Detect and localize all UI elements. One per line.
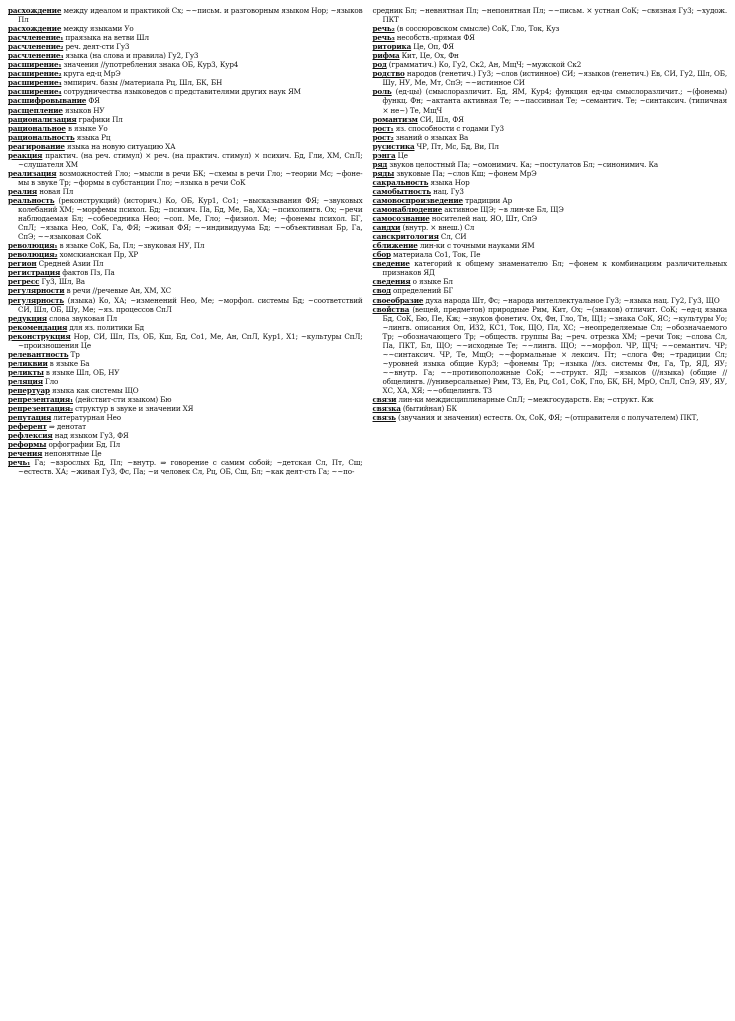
entry-headword: русистика: [372, 141, 415, 151]
entry-headword: связь: [372, 413, 396, 423]
entry-text: (действит-сти языком) Бю: [73, 395, 172, 405]
entry-headword: революция₁: [8, 241, 58, 251]
entry-text: Сл, СИ: [438, 232, 467, 242]
entry-headword: рефлексия: [8, 431, 53, 441]
entry-headword: риторика: [372, 42, 412, 52]
dictionary-entry: [8, 96, 363, 105]
entry-headword: рационализация: [8, 114, 77, 124]
entry-text: в языке Уо: [65, 123, 108, 133]
entry-text: языка Рц: [74, 132, 111, 142]
entry-headword: самосознание: [372, 214, 430, 224]
dictionary-entry: [8, 51, 363, 60]
entry-headword: расширение₂: [8, 69, 62, 79]
entry-text: Средней Азии Пл: [36, 259, 104, 269]
entry-headword: сандхи: [372, 223, 401, 233]
dictionary-entry: [8, 250, 363, 259]
dictionary-entry: [373, 151, 728, 160]
entry-text: (вещей, предметов) природные Рим, Кит, Ох; ~(знаков) отличит. СоК; ~ед-ц языка Бд, СоК, Бю, Пе, Кж; ~звуков фонетич. Ох, Фн, Гло, Тн, Щ1; ~знака СоК, ЯС; ~культуры Уо; ~лингв. описания Оп, И32, КС1, Ток, ЩО, Пл, ХС; ~неопределяемые Сл; ~обозначаемого Тр; ~обозначающего Тр; ~обществ. группы Ва; ~реч. отрезка ХМ; ~речи Ток; ~слова Сл, Па, ПКТ, Бл, ЩО; ~~исходные Те; ~~лингв. ЩО; ~~морфол. ЧР, ЩЧ; ~~семантич. ЧР; ~~синтаксич. ЧР, Те, МщО; ~~формальные × лексич. Пт; ~слога Фн; ~традиции Сл; ~уровней языка общие Кур3; ~фонемы Тр; ~языка //яз. системы Фн, Га, Тр, ЯД, ЯУ; ~~внутр. Га; ~~противоположные СоК; ~~структ. ЯД; ~языков (//языка) (общие //общелингв. //универсальные) Рим, Т3, Ев, Рц, Со1, СоК, Гло, БК, БН, МрО, СпЛ, СпЭ, ЯУ, ЯУ, ХС, ХА, ХЯ; ~~общелингв. Т3: [382, 304, 727, 395]
entry-text: Нор, СИ, Шл, Пз, ОБ, Кш, Бд, Со1, Ме, Ан, СпЛ, Кур1, Х1; ~культуры СпЛ; ~произношения Це: [18, 331, 363, 350]
entry-headword: свод: [372, 286, 391, 296]
entry-text: ЧР, Пт, Мс, Бд, Ви, Пл: [414, 141, 499, 151]
entry-text: Га; ~взрослых Бд, Пл; ~внутр. ⇒ говорение с самим собой; ~детская Сл, Пт, Сш; ~естеств. ХА; ~живая Гу3, Фс, Па; ~и человек Сл, Рц, ОБ, Сш, Бл; ~как деят-сть Га; ~~по-: [18, 458, 363, 477]
dictionary-entry: [373, 286, 728, 295]
entry-text: в языке Шл, ОБ, НУ: [43, 367, 120, 377]
dictionary-entry: [8, 268, 363, 277]
dictionary-entry: [8, 87, 363, 96]
entry-text: (языка) Ко, ХА; ~изменений Нео, Ме; ~морфол. системы Бд; ~соответствий СИ, Шл, ОБ, Шу, Ме; ~яз. процессов СпЛ: [18, 295, 363, 314]
entry-text: Це: [395, 150, 408, 160]
entry-headword: расшифровывание: [8, 96, 87, 106]
entry-text: значения //употребления знака ОБ, Кур3, Кур4: [61, 60, 239, 70]
entry-text: литературная Нео: [51, 413, 121, 423]
entry-headword: реконструкция: [8, 331, 71, 341]
dictionary-entry: [373, 115, 728, 124]
dictionary-entry: [373, 241, 728, 250]
dictionary-entry: [373, 42, 728, 51]
entry-text: хомскианская Пр, ХР: [57, 250, 139, 260]
entry-headword: свойства: [372, 304, 410, 314]
dictionary-entry: [8, 33, 363, 42]
entry-headword: реляция: [8, 376, 43, 386]
dictionary-entry: [373, 187, 728, 196]
entry-headword: своеобразие: [372, 295, 424, 305]
dictionary-entry: [8, 431, 363, 440]
dictionary-entry: [8, 359, 363, 368]
entry-text: (ед-цы) (смыслоразличит. Бд, ЯМ, Кур4; функция ед-цы смыслоразличит.; ~(фонемы) функц. Фн; ~актанта активная Те; ~~пассивная Те; ~семантич. Те; ~синтаксич. (типичная × не~) Те, МщЧ: [382, 87, 727, 115]
dictionary-entry: [8, 187, 363, 196]
dictionary-entry: [8, 6, 363, 24]
entry-headword: расширение₁: [8, 60, 62, 70]
dictionary-entry: [373, 205, 728, 214]
entry-headword: реликты: [8, 367, 44, 377]
entry-text: языков НУ: [62, 105, 105, 115]
dictionary-entry: [8, 449, 363, 458]
entry-headword: регулярность: [8, 295, 64, 305]
entry-headword: расщепление: [8, 105, 63, 115]
entry-text: языка как системы ЩО: [49, 385, 139, 395]
dictionary-entry: [373, 69, 728, 87]
dictionary-entry: [373, 169, 728, 178]
entry-text: Кит, Це, Ох, Фн: [399, 51, 459, 61]
entry-text: реч. деят-сти Гу3: [63, 42, 130, 52]
entry-text: между идеалом и практикой Сх; ~~письм. и разговорным языком Нор; ~языков Пл: [18, 6, 363, 25]
entry-text: над языком Гу3, ФЯ: [52, 431, 129, 441]
entry-text: в языке Ба: [47, 358, 90, 368]
entry-headword: рекомендация: [8, 322, 68, 332]
dictionary-entry: [373, 259, 728, 277]
entry-headword: репертуар: [8, 385, 50, 395]
entry-headword: расхождение: [8, 24, 62, 34]
entry-text: (реконструкций) (историч.) Ко, ОБ, Кур1, Со1; ~высказывания ФЯ; ~звуковых колебаний ХМ; ~морфемы психол. Бд; ~психич. Па, Бд, Ме, Ба, ХА; ~психолингв. Ох; ~речи наблюдаемая Бл; ~собеседника Нео; ~соп. Ме, Гло; ~физиол. Ме; ~фонемы психол. БГ, СпЛ; ~языка Нео, СоК, Га, ФЯ; ~живая ФЯ; ~~индивидуума Бд; ~~объективная Бр, Га, СпЭ; ~~языковая СоК: [18, 195, 363, 242]
entry-text: круга ед-ц МрЭ: [61, 69, 121, 79]
dictionary-entry: [373, 223, 728, 232]
entry-headword: рост₁: [372, 123, 394, 133]
entry-text: между языками Уо: [61, 24, 134, 34]
entry-text: Гло: [42, 376, 59, 386]
entry-text: в языке СоК, Ба, Пл; ~звуковая НУ, Пл: [57, 241, 205, 251]
dictionary-entry: [373, 250, 728, 259]
entry-headword: рифма: [372, 51, 400, 61]
entry-headword: рациональное: [8, 123, 66, 133]
entry-text: активное ЩЭ; ~в лин-ке Бл, ЩЭ: [442, 205, 564, 215]
entry-headword: революция₂: [8, 250, 58, 260]
entry-text: категорий к общему знаменателю Бл; ~фонем к комбинациям различительных признаков ЯД: [382, 259, 727, 278]
entry-headword: романтизм: [372, 114, 418, 124]
dictionary-entry: [373, 214, 728, 223]
dictionary-entry: [373, 178, 728, 187]
entry-headword: речения: [8, 449, 43, 459]
entry-headword: регион: [8, 259, 37, 269]
entry-text: несобств.-прямая ФЯ: [394, 33, 475, 43]
entry-headword: расчленение₃: [8, 51, 64, 61]
entry-text: возможностей Гло; ~мысли в речи БК; ~схемы в речи Гло; ~теории Мс; ~фонемы в звуке Тр; ~формы в субстанции Гло; ~языка в речи СоК: [18, 168, 363, 187]
entry-headword: расхождение: [8, 6, 62, 15]
entry-headword: ряд: [372, 159, 388, 169]
entry-headword: расчленение₂: [8, 42, 64, 52]
entry-text: праязыка на ветви Шл: [63, 33, 149, 43]
entry-text: (в соссюровском смысле) СоК, Гло, Ток, Куз: [394, 24, 560, 34]
entry-text: средник Бл; ~невнятная Пл; ~непонятная Пл; ~~письм. × устная СоК; ~связная Гу3; ~худож. ПКТ: [372, 6, 727, 25]
entry-text: (внутр. × внеш.) Сл: [400, 223, 475, 233]
entry-text: народов (генетич.) Гу3; ~слов (истинное) СИ; ~языков (генетич.) Ев, СИ, Гу2, Шл, ОБ, Шу, НУ, Ме, Мт, СпЭ; ~~истинное СИ: [382, 69, 727, 88]
entry-text: слова звуковая Пл: [46, 313, 118, 323]
entry-text: ФЯ: [86, 96, 100, 106]
dictionary-entry: [373, 404, 728, 413]
dictionary-entry: [8, 259, 363, 268]
dictionary-entry: [8, 404, 363, 413]
entry-text: языка Нор: [428, 177, 470, 187]
entry-text: языка на новую ситуацию ХА: [64, 141, 176, 151]
entry-headword: речь₁: [8, 458, 31, 468]
dictionary-entry: [8, 115, 363, 124]
entry-text: о языке Бл: [410, 277, 453, 287]
entry-text: определений БГ: [390, 286, 454, 296]
dictionary-entry: [373, 196, 728, 205]
entry-text: СИ, Шл, ФЯ: [417, 114, 464, 124]
dictionary-entry: [8, 386, 363, 395]
entry-headword: самонаблюдение: [372, 205, 443, 215]
entry-headword: самобытность: [372, 186, 431, 196]
dictionary-entry: [8, 323, 363, 332]
entry-headword: расчленение₁: [8, 33, 64, 43]
dictionary-entry: [8, 422, 363, 431]
entry-text: языка (на слова и правила) Гу2, Гу3: [63, 51, 199, 61]
entry-headword: речь₂: [372, 24, 395, 34]
dictionary-entry: [373, 60, 728, 69]
entry-text: лин-ки междисциплинарные СпЛ; ~межгосударств. Ев; ~структ. Кж: [396, 395, 654, 405]
dictionary-entry: [8, 241, 363, 250]
entry-headword: сближение: [372, 241, 418, 251]
dictionary-entry: [8, 106, 363, 115]
dictionary-entry: [373, 33, 728, 42]
dictionary-entry: [8, 350, 363, 359]
entry-headword: реагирование: [8, 141, 65, 151]
entry-headword: род: [372, 60, 387, 70]
dictionary-entry: [8, 133, 363, 142]
dictionary-entry: [8, 368, 363, 377]
left-column: [8, 6, 363, 1021]
entry-text: непонятные Це: [42, 449, 102, 459]
entry-text: новая Пл: [37, 186, 74, 196]
dictionary-entry: [8, 24, 363, 33]
entry-text: яз. способности с годами Гу3: [393, 123, 504, 133]
dictionary-entry: [373, 277, 728, 286]
entry-text: духа народа Шт, Фс; ~народа интеллектуальное Гу3; ~языка нац. Гу2, Гу3, ЩО: [423, 295, 720, 305]
dictionary-entry: [8, 196, 363, 241]
dictionary-entry: [373, 142, 728, 151]
entry-headword: редукция: [8, 313, 47, 323]
entry-headword: реализация: [8, 168, 57, 178]
entry-headword: родство: [372, 69, 405, 79]
entry-headword: референт: [8, 422, 47, 432]
dictionary-entry: [8, 440, 363, 449]
entry-text: фактов Пз, Па: [60, 268, 115, 278]
entry-headword: сведение: [372, 259, 410, 269]
entry-text: ⇒ денотат: [46, 422, 86, 432]
entry-headword: речь₃: [372, 33, 395, 43]
entry-text: графики Пл: [76, 114, 123, 124]
entry-text: орфографии Бд, Пл: [46, 440, 121, 450]
entry-headword: регистрация: [8, 268, 61, 278]
entry-headword: ряды: [372, 168, 395, 178]
dictionary-entry: [373, 395, 728, 404]
dictionary-entry: [8, 286, 363, 295]
dictionary-entry: [373, 133, 728, 142]
dictionary-entry: [8, 60, 363, 69]
dictionary-entry: [8, 124, 363, 133]
entry-headword: роль: [372, 87, 392, 97]
dictionary-entry: [8, 296, 363, 314]
entry-headword: расширение₃: [8, 78, 62, 88]
entry-headword: связка: [372, 404, 401, 414]
entry-text: (звучания и значения) естеств. Ох, СоК, ФЯ; ~(отправителя с получателем) ПКТ,: [395, 413, 699, 423]
entry-text: структур в звуке и значении ХЯ: [73, 404, 194, 414]
dictionary-entry: [373, 24, 728, 33]
entry-text: Тр: [68, 349, 80, 359]
entry-headword: рэнга: [372, 150, 396, 160]
entry-text: знаний о языках Ва: [393, 132, 469, 142]
entry-headword: связи: [372, 395, 397, 405]
dictionary-entry: [8, 142, 363, 151]
right-column: [373, 6, 728, 1021]
entry-headword: санскритология: [372, 232, 439, 242]
entry-headword: реликвии: [8, 358, 48, 368]
entry-text: сотрудничества языковедов с представителями других наук ЯМ: [61, 87, 301, 97]
dictionary-entry: [8, 169, 363, 187]
entry-text: лин-ки с точными науками ЯМ: [417, 241, 535, 251]
dictionary-entry: [373, 232, 728, 241]
entry-text: практич. (на реч. стимул) × реч. (на практич. стимул) × психич. Бд, Гли, ХМ, СпЛ; ~слушателя ХМ: [18, 150, 363, 169]
entry-headword: рациональность: [8, 132, 75, 142]
entry-headword: реакция: [8, 150, 43, 160]
dictionary-entry: [8, 314, 363, 323]
entry-headword: репрезентация₂: [8, 404, 73, 414]
dictionary-entry: [8, 42, 363, 51]
dictionary-entry: [373, 160, 728, 169]
entry-headword: релевантность: [8, 349, 69, 359]
dictionary-entry: [373, 87, 728, 114]
dictionary-entry: [8, 458, 363, 476]
entry-text: в речи //речевые Ан, ХМ, ХС: [64, 286, 172, 296]
entry-headword: репрезентация₁: [8, 395, 73, 405]
entry-headword: расширение₄: [8, 87, 62, 97]
dictionary-entry: [8, 395, 363, 404]
entry-text: традиции Ар: [462, 195, 513, 205]
entry-text: нац. Гу3: [431, 186, 464, 196]
dictionary-entry: [373, 6, 728, 24]
entry-text: звуковые Па; ~слов Кш; ~фонем МрЭ: [394, 168, 537, 178]
entry-headword: самовоспроизведение: [372, 195, 463, 205]
entry-headword: регулярности: [8, 286, 65, 296]
entry-headword: регресс: [8, 277, 40, 287]
entry-text: звуков целостный Па; ~омонимич. Ка; ~постулатов Бл; ~синонимич. Ка: [387, 159, 658, 169]
dictionary-entry: [373, 296, 728, 305]
entry-headword: сведения: [372, 277, 411, 287]
dictionary-entry: [373, 305, 728, 395]
dictionary-entry: [8, 151, 363, 169]
entry-headword: реформы: [8, 440, 47, 450]
entry-text: (бытийная) БК: [400, 404, 457, 414]
entry-text: носителей нац. ЯО, Шт, СпЭ: [429, 214, 537, 224]
dictionary-entry: [8, 277, 363, 286]
entry-headword: реальность: [8, 195, 55, 205]
entry-text: материала Со1, Ток, Пе: [390, 250, 481, 260]
entry-headword: рост₂: [372, 132, 394, 142]
dictionary-entry: [8, 332, 363, 350]
entry-headword: репутация: [8, 413, 52, 423]
dictionary-entry: [373, 413, 728, 422]
entry-text: Це, Оп, ФЯ: [411, 42, 454, 52]
entry-text: для яз. политики Бд: [67, 322, 144, 332]
entry-text: эмпирич. базы //материала Рц, Шл, БК, БН: [61, 78, 223, 88]
entry-headword: сакральность: [372, 177, 429, 187]
entry-headword: сбор: [372, 250, 391, 260]
dictionary-entry: [373, 51, 728, 60]
entry-text: Гу3, Шл, Ва: [39, 277, 85, 287]
dictionary-entry: [8, 413, 363, 422]
dictionary-entry: [373, 124, 728, 133]
dictionary-entry: [8, 377, 363, 386]
entry-headword: реалия: [8, 186, 38, 196]
entry-text: (грамматич.) Ко, Гу2, Ск2, Ан, МщЧ; ~мужской Ск2: [386, 60, 582, 70]
dictionary-entry: [8, 69, 363, 78]
dictionary-entry: [8, 78, 363, 87]
